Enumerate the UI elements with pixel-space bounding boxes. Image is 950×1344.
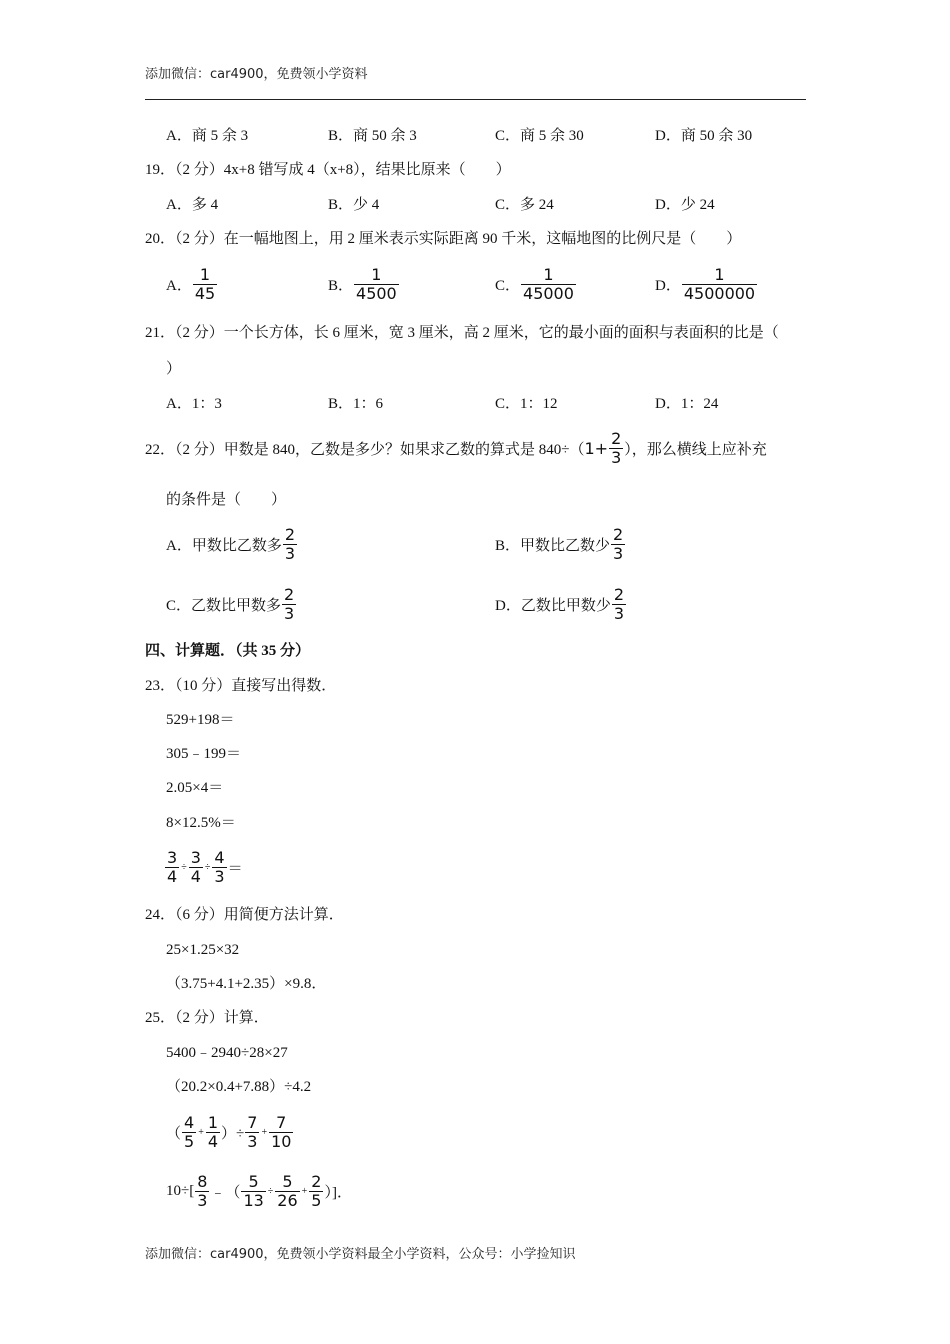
q20-option-c-letter: C． <box>495 278 521 294</box>
numerator: 2 <box>311 1172 322 1191</box>
denominator: 3 <box>214 867 225 886</box>
operator: ÷ <box>204 862 211 873</box>
q23-item-3: 2.05×4＝ <box>166 780 224 796</box>
q19-option-a: A．多 4 <box>166 197 219 213</box>
numerator: 8 <box>197 1172 208 1191</box>
q25-item-3 <box>166 1114 294 1151</box>
denominator: 4500 <box>356 284 397 303</box>
q24-stem: 24．（6 分）用简便方法计算． <box>145 907 344 923</box>
q22-fraction <box>609 430 623 467</box>
q19-option-d: D．少 24 <box>655 197 715 213</box>
q18-option-c: C．商 5 余 30 <box>495 128 584 144</box>
numerator: 5 <box>282 1172 293 1191</box>
operator: + <box>261 1127 268 1138</box>
q22-stem-b: ），那么横线上应补充 <box>624 442 767 458</box>
q20-option-c <box>495 266 577 303</box>
fraction <box>241 1173 265 1210</box>
operator: + <box>301 1186 308 1197</box>
q22-option-a <box>166 526 298 563</box>
page-header: 添加微信：car4900，免费领小学资料 <box>145 67 368 82</box>
denominator: 5 <box>311 1191 322 1210</box>
numerator: 1 <box>371 265 382 284</box>
numerator: 1 <box>543 265 554 284</box>
q22-option-c-text: C．乙数比甲数多 <box>166 598 282 614</box>
denominator: 3 <box>284 544 296 563</box>
fraction <box>189 849 203 886</box>
denominator: 3 <box>613 544 624 563</box>
fraction <box>309 1173 323 1210</box>
numerator: 4 <box>184 1113 195 1132</box>
q22-option-d <box>495 586 627 623</box>
numerator: 2 <box>613 585 625 604</box>
operator: ﹣（ <box>210 1185 241 1201</box>
section-title: 四、计算题．（共 35 分） <box>145 643 311 659</box>
q23-stem: 23．（10 分）直接写出得数． <box>145 678 337 694</box>
numerator: 4 <box>214 848 225 867</box>
q20-option-a-fraction <box>193 266 217 303</box>
q21-option-a: A．1：3 <box>166 396 222 412</box>
q21-stem: 21．（2 分）一个长方体，长 6 厘米，宽 3 厘米，高 2 厘米，它的最小面的面积与表面积的比是（ <box>145 325 779 341</box>
fraction <box>182 1114 196 1151</box>
denominator: 3 <box>247 1132 258 1151</box>
q23-item-5 <box>164 849 243 886</box>
numerator: 3 <box>190 848 201 867</box>
fraction <box>212 849 226 886</box>
q19-stem: 19．（2 分）4x+8 错写成 4（x+8），结果比原来（ ） <box>145 162 511 178</box>
q19-option-c: C．多 24 <box>495 197 554 213</box>
denominator: 4 <box>190 867 201 886</box>
denominator: 10 <box>271 1132 292 1151</box>
q25-item-2: （20.2×0.4+7.88）÷4.2 <box>166 1079 312 1095</box>
numerator: 2 <box>284 525 296 544</box>
denominator: 3 <box>611 448 622 467</box>
q24-item-1: 25×1.25×32 <box>166 942 240 958</box>
q20-option-a-letter: A． <box>166 278 192 294</box>
denominator: 26 <box>277 1191 298 1210</box>
q22-option-b-text: B．甲数比乙数少 <box>495 538 611 554</box>
q25-item-1: 5400﹣2940÷28×27 <box>166 1045 288 1061</box>
denominator: 13 <box>243 1191 264 1210</box>
q22-option-c-fraction <box>282 586 296 623</box>
denominator: 4 <box>207 1132 219 1151</box>
numerator: 1 <box>207 1113 219 1132</box>
q18-option-d: D．商 50 余 30 <box>655 128 753 144</box>
numerator: 2 <box>284 585 295 604</box>
denominator: 4500000 <box>683 284 756 303</box>
q22-option-c <box>166 586 297 623</box>
suffix: ）]． <box>324 1185 352 1201</box>
q20-option-b-letter: B． <box>328 278 354 294</box>
page-footer: 添加微信：car4900，免费领小学资料最全小学资料，公众号：小学捡知识 <box>145 1247 576 1262</box>
q19-option-b: B．少 4 <box>328 197 380 213</box>
q25-item-4 <box>166 1173 352 1210</box>
denominator: 5 <box>184 1132 195 1151</box>
q22-option-d-text: D．乙数比甲数少 <box>495 598 611 614</box>
operator: + <box>198 1127 204 1138</box>
q22-option-a-text: A．甲数比乙数多 <box>166 538 282 554</box>
numerator: 3 <box>167 848 178 867</box>
q22-option-d-fraction <box>612 586 626 623</box>
q18-option-a: A．商 5 余 3 <box>166 128 249 144</box>
q24-item-2: （3.75+4.1+2.35）×9.8． <box>166 976 327 992</box>
q21-stem-end: ） <box>166 361 182 377</box>
q21-option-d: D．1：24 <box>655 396 719 412</box>
numerator: 2 <box>611 429 622 448</box>
q25-stem: 25．（2 分）计算． <box>145 1010 269 1026</box>
denominator: 45000 <box>523 284 574 303</box>
fraction <box>245 1114 259 1151</box>
q20-option-c-fraction <box>521 266 576 303</box>
q20-option-b <box>328 266 400 303</box>
operator: ÷ <box>267 1186 274 1197</box>
numerator: 1 <box>714 265 725 284</box>
q20-option-b-fraction <box>354 266 399 303</box>
q22-stem <box>145 430 767 467</box>
denominator: 4 <box>167 867 178 886</box>
numerator: 5 <box>248 1172 259 1191</box>
fraction <box>165 849 179 886</box>
denominator: 3 <box>613 604 625 623</box>
fraction <box>275 1173 299 1210</box>
q20-option-a <box>166 266 218 303</box>
fraction <box>195 1173 209 1210</box>
q23-item-4: 8×12.5%＝ <box>166 815 236 831</box>
operator: ÷ <box>181 862 187 873</box>
q22-one-plus: 1+ <box>584 439 609 458</box>
fraction <box>269 1114 293 1151</box>
q23-item-1: 529+198＝ <box>166 712 235 728</box>
numerator: 2 <box>613 525 624 544</box>
numerator: 1 <box>199 265 211 284</box>
q22-stem-end: 的条件是（ ） <box>166 492 287 508</box>
q22-stem-a: 22．（2 分）甲数是 840，乙数是多少？如果求乙数的算式是 840÷（ <box>145 442 585 458</box>
q21-option-b: B．1：6 <box>328 396 384 412</box>
denominator: 45 <box>194 284 216 303</box>
q20-option-d-letter: D． <box>655 278 681 294</box>
q21-option-c: C．1：12 <box>495 396 558 412</box>
paren-close: ）÷ <box>221 1126 245 1142</box>
q22-option-b <box>495 526 626 563</box>
fraction <box>206 1114 220 1151</box>
header-rule <box>145 99 806 100</box>
equals: ＝ <box>227 861 243 877</box>
q20-stem: 20．（2 分）在一幅地图上，用 2 厘米表示实际距离 90 千米，这幅地图的比例尺是（ ） <box>145 231 742 247</box>
numerator: 7 <box>247 1113 258 1132</box>
q23-item-2: 305﹣199＝ <box>166 746 242 762</box>
paren-open: （ <box>166 1126 182 1142</box>
numerator: 7 <box>276 1113 287 1132</box>
q20-option-d-fraction <box>682 266 757 303</box>
denominator: 3 <box>284 604 295 623</box>
q20-option-d <box>655 266 758 303</box>
q22-option-a-fraction <box>283 526 297 563</box>
prefix: 10÷[ <box>166 1183 195 1199</box>
q18-option-b: B．商 50 余 3 <box>328 128 417 144</box>
q22-option-b-fraction <box>611 526 625 563</box>
denominator: 3 <box>197 1191 208 1210</box>
